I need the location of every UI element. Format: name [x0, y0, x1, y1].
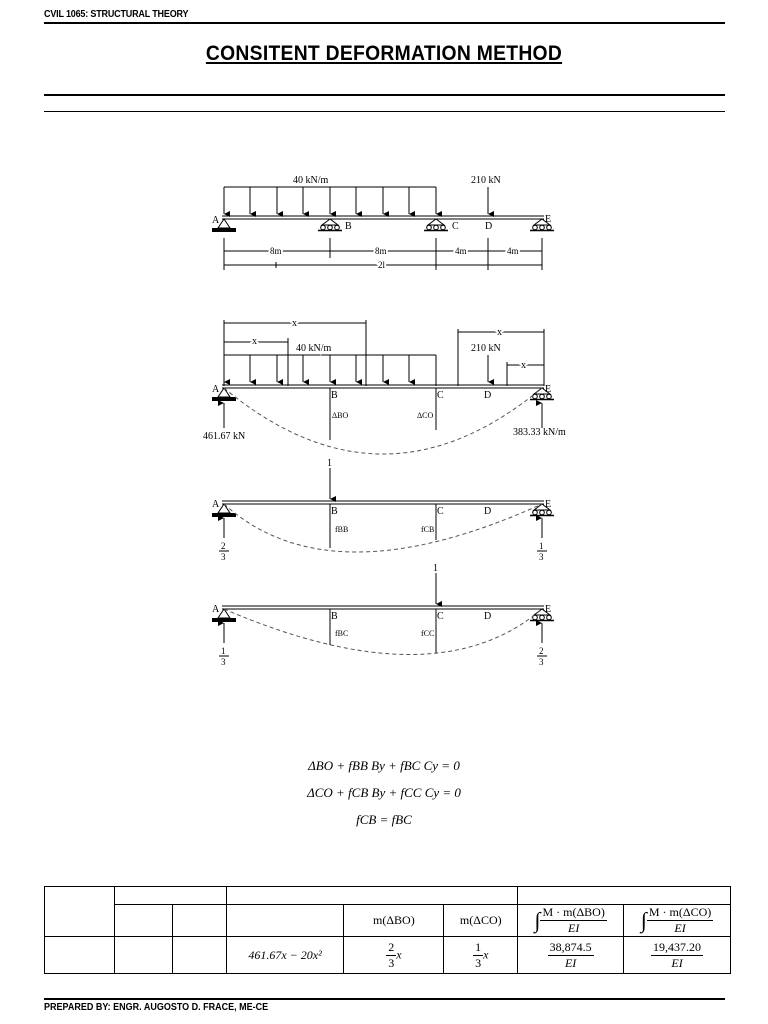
integral-co-header-den: EI	[674, 921, 686, 935]
roller-support-c-1	[424, 219, 448, 231]
label-e-3: E	[545, 499, 552, 510]
label-c-2: C	[437, 390, 444, 401]
table-row	[45, 937, 731, 974]
label-a-3: A	[212, 499, 220, 510]
integral-co-header-num: M · m(ΔCO)	[648, 905, 712, 919]
m-co-den: 3	[475, 955, 482, 970]
table-cell	[226, 887, 518, 905]
m-bo-var: x	[396, 946, 402, 961]
diagram-1-loaded-beam	[212, 175, 554, 270]
deflected-shape-3	[224, 504, 542, 552]
footer-credit: PREPARED BY: ENGR. AUGOSTO D. FRACE, ME-CE	[44, 1002, 269, 1013]
udl-arrows-2	[224, 355, 409, 382]
unit-load-label-3: 1	[327, 458, 332, 469]
point-load-label-2: 210 kN	[471, 343, 501, 354]
m-co-value	[444, 937, 518, 974]
table-cell	[172, 937, 226, 974]
m-bo-num: 2	[388, 939, 395, 954]
label-c-1: C	[452, 221, 459, 232]
integral-co-value	[624, 937, 731, 974]
label-d-4: D	[484, 611, 492, 622]
deflected-shape-2	[224, 388, 542, 454]
x-label-1: x	[292, 318, 297, 329]
ra-den-3: 3	[221, 552, 226, 562]
m-co-var: x	[483, 946, 489, 961]
x-label-4: x	[521, 360, 526, 371]
point-load-label-1: 210 kN	[471, 175, 501, 186]
integration-table	[44, 886, 731, 974]
label-a-2: A	[212, 384, 220, 395]
m-bo-value	[344, 937, 444, 974]
integral-bo-num: 38,874.5	[549, 939, 592, 954]
page-title-text: CONSITENT DEFORMATION METHOD	[205, 42, 563, 65]
m-bo-header: m(ΔBO)	[344, 905, 444, 937]
ra-num-3: 2	[221, 541, 226, 551]
label-b-2: B	[331, 390, 338, 401]
table-cell	[518, 887, 731, 905]
m-co-num: 1	[475, 939, 482, 954]
integral-bo-header: ∫ $\frac{\text{M · m(ΔBO)}}{EI}$	[518, 905, 624, 937]
m-co-header: m(ΔCO)	[444, 905, 518, 937]
table-cell	[45, 887, 115, 937]
dim-de: 4m	[507, 246, 519, 256]
table-header-row-1	[45, 887, 731, 905]
table-cell	[114, 937, 172, 974]
integral-co-header: ∫ $\frac{\text{M · m(ΔCO)}}{EI}$	[624, 905, 731, 937]
x-label-3: x	[497, 327, 502, 338]
footer-rule	[44, 998, 725, 1000]
integral-co-den: EI	[671, 955, 683, 970]
dim-total: 2l	[378, 260, 386, 270]
reciprocal-equation: fCB = fBC	[356, 812, 412, 827]
integral-co-num: 19,437.20	[653, 939, 702, 954]
integral-bo-header-num: M · m(ΔBO)	[542, 905, 605, 919]
re-den-4: 3	[539, 657, 544, 667]
label-d-2: D	[484, 390, 492, 401]
re-num-3: 1	[539, 541, 544, 551]
label-e-2: E	[545, 384, 552, 395]
table-cell	[172, 905, 226, 937]
diagram-2-primary-structure	[203, 318, 566, 454]
dim-ab: 8m	[270, 246, 282, 256]
integral-bo-value	[518, 937, 624, 974]
reaction-e-label: 383.33 kN/m	[513, 427, 566, 438]
integral-bo-header-den: EI	[568, 921, 580, 935]
reaction-a-label: 461.67 kN	[203, 431, 246, 442]
label-d-3: D	[484, 506, 492, 517]
label-c-4: C	[437, 611, 444, 622]
compatibility-equation-2: ΔCO + fCB By + fCC Cy = 0	[307, 785, 461, 800]
diagram-4-unit-load-c	[212, 563, 554, 667]
udl-label-2: 40 kN/m	[296, 343, 332, 354]
label-d-1: D	[485, 221, 493, 232]
label-e-1: E	[545, 214, 552, 225]
label-a-4: A	[212, 604, 220, 615]
ra-num-4: 1	[221, 646, 226, 656]
deflected-shape-4	[224, 609, 542, 655]
x-label-2: x	[252, 336, 257, 347]
label-b-4: B	[331, 611, 338, 622]
f-bc-label: fBC	[335, 629, 349, 638]
delta-co-label: ΔCO	[417, 411, 434, 420]
dim-cd: 4m	[455, 246, 467, 256]
label-b-3: B	[331, 506, 338, 517]
f-bb-label: fBB	[335, 525, 349, 534]
diagram-3-unit-load-b	[212, 458, 554, 562]
table-header-row-2	[45, 905, 731, 937]
delta-bo-label: ΔBO	[332, 411, 349, 420]
dim-bc: 8m	[375, 246, 387, 256]
label-c-3: C	[437, 506, 444, 517]
ra-den-4: 3	[221, 657, 226, 667]
udl-label-1: 40 kN/m	[293, 175, 329, 186]
table-cell	[114, 905, 172, 937]
compatibility-equation-1: ΔBO + fBB By + fBC Cy = 0	[308, 758, 460, 773]
f-cb-label: fCB	[421, 525, 435, 534]
unit-load-label-4: 1	[433, 563, 438, 574]
m-bo-den: 3	[388, 955, 395, 970]
table-cell	[226, 905, 344, 937]
table-cell	[45, 937, 115, 974]
label-b-1: B	[345, 221, 352, 232]
label-e-4: E	[545, 604, 552, 615]
f-cc-label: fCC	[421, 629, 435, 638]
moment-expression: 461.67x − 20x²	[226, 937, 344, 974]
label-a-1: A	[212, 215, 220, 226]
re-den-3: 3	[539, 552, 544, 562]
udl-arrows-1	[224, 187, 436, 214]
re-num-4: 2	[539, 646, 544, 656]
course-header: CVIL 1065: STRUCTURAL THEORY	[44, 9, 189, 20]
integral-bo-den: EI	[564, 955, 577, 970]
table-cell	[114, 887, 226, 905]
roller-support-b-1	[318, 219, 342, 231]
